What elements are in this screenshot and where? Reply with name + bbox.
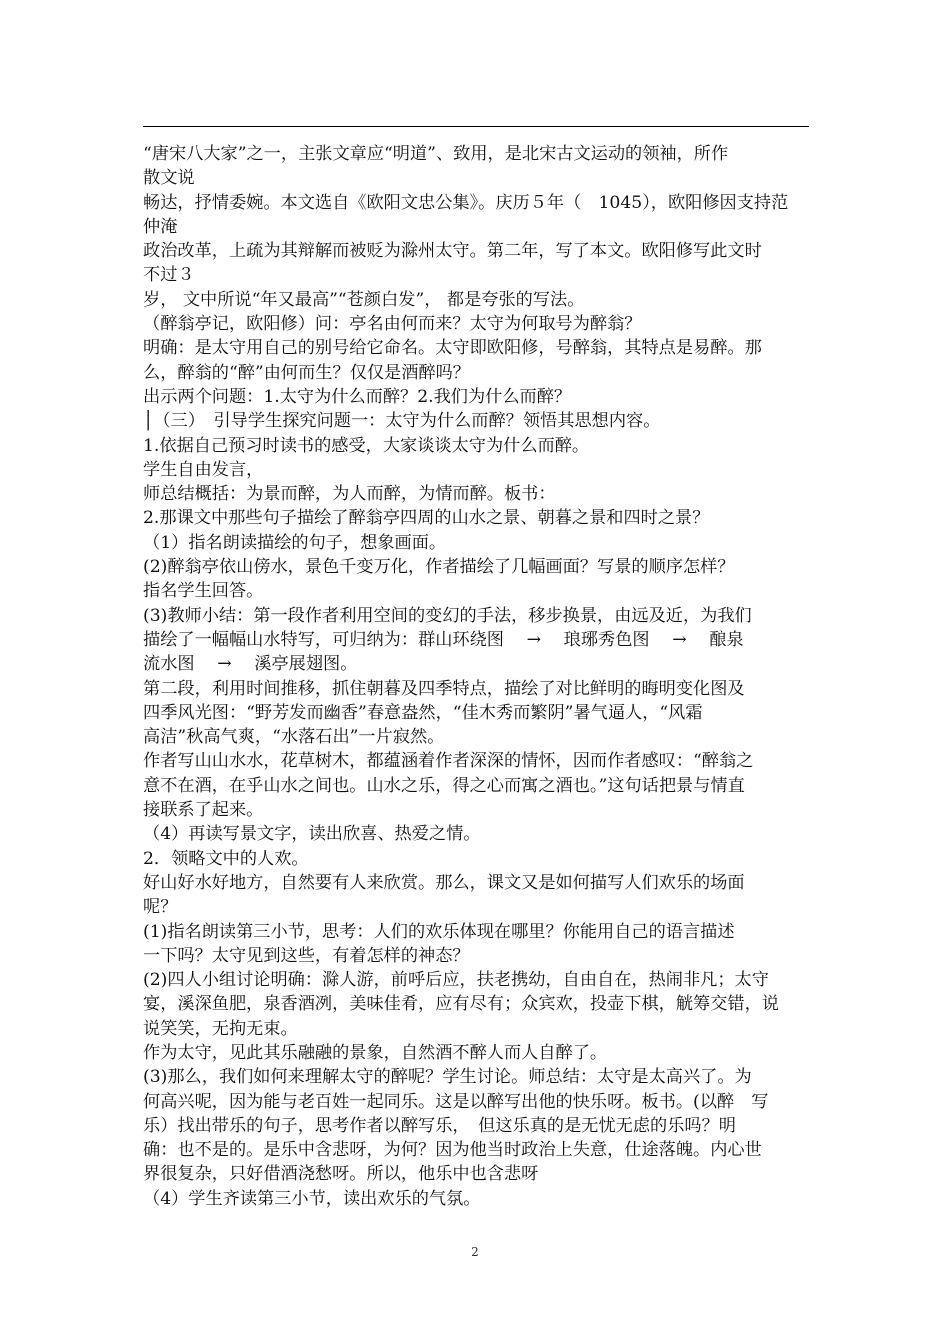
text-line: “唐宋八大家”之一，主张文章应“明道”、致用，是北宋古文运动的领袖，所作: [143, 144, 729, 164]
text-line: 第二段，利用时间推移，抓住朝暮及四季特点，描绘了对比鲜明的晦明变化图及: [143, 678, 745, 699]
text-line: （4）学生齐读第三小节，读出欢乐的气氛。: [143, 1188, 481, 1209]
text-line: (2)醉翁亭依山傍水，景色千变万化，作者描绘了几幅画面？写景的顺序怎样？: [143, 557, 735, 578]
text-line: (3)教师小结：第一段作者利用空间的变幻的手法，移步换景，由远及近，为我们: [143, 605, 752, 626]
text-line: （4）再读写景文字，读出欣喜、热爱之情。: [143, 824, 481, 845]
text-line: 2．领略文中的人欢。: [143, 848, 309, 869]
page-number: 2: [471, 1245, 479, 1259]
text-line: 出示两个问题：1.太守为什么而醉？2.我们为什么而醉？: [143, 386, 572, 407]
text-line: （醉翁亭记，欧阳修）问：亭名由何而来？太守为何取号为醉翁？: [143, 314, 642, 335]
text-line: 1.依据自己预习时读书的感受，大家谈谈太守为什么而醉。: [143, 435, 590, 456]
text-line: 界很复杂，只好借酒浇愁呀。所以，他乐中也含悲呀: [143, 1164, 539, 1185]
text-line: 师总结概括：为景而醉，为人而醉，为情而醉。板书：: [143, 484, 556, 505]
text-line: 描绘了一幅幅山水特写，可归纳为：群山环绕图 → 琅琊秀色图 → 酿泉: [143, 629, 744, 650]
text-line: (1)指名朗读第三小节，思考：人们的欢乐体现在哪里？你能用自己的语言描述: [143, 921, 735, 942]
text-line: 接联系了起来。: [143, 800, 264, 821]
text-line: 宴，溪深鱼肥，泉香酒冽，美味佳肴，应有尽有；众宾欢，投壶下棋，觥筹交错，说: [143, 994, 779, 1015]
text-line: 流水图 → 溪亭展翅图。: [143, 654, 358, 675]
text-line: 作者写山山水水，花草树木，都蕴涵着作者深深的情怀，因而作者感叹：“醉翁之: [143, 751, 754, 772]
header-rule: [143, 126, 809, 127]
text-line: 明确：是太守用自己的别号给它命名。太守即欧阳修，号醉翁，其特点是易醉。那: [143, 338, 762, 359]
text-line: 意不在酒，在乎山水之间也。山水之乐，得之心而寓之酒也。”这句话把景与情直: [143, 775, 745, 796]
text-line: 呢？: [143, 897, 178, 918]
text-line: 不过３: [143, 265, 195, 286]
text-line: 么，醉翁的“醉”由何而生？仅仅是酒醉吗？: [143, 362, 470, 383]
text-line: 仲淹: [143, 216, 178, 237]
text-line: 好山好水好地方，自然要有人来欣赏。那么，课文又是如何描写人们欢乐的场面: [143, 872, 745, 893]
text-line: 畅达，抒情委婉。本文选自《欧阳文忠公集》。庆历５年（ 1045），欧阳修因支持范: [143, 192, 789, 213]
text-line: │（三） 引导学生探究问题一：太守为什么而醉？领悟其思想内容。: [143, 411, 661, 432]
text-line: 作为太守，见此其乐融融的景象，自然酒不醉人而人自醉了。: [143, 1042, 608, 1063]
text-line: (3)那么，我们如何来理解太守的醉呢？学生讨论。师总结：太守是太高兴了。为: [143, 1067, 752, 1088]
text-line: (2)四人小组讨论明确：滁人游，前呼后应，扶老携幼，自由自在，热闹非凡；太守: [143, 970, 769, 991]
text-line: 确：也不是的。是乐中含悲呀，为何？因为他当时政治上失意，仕途落魄。内心世: [143, 1140, 762, 1161]
text-line: 2.那课文中那些句子描绘了醉翁亭四周的山水之景、朝暮之景和四时之景？: [143, 508, 710, 529]
text-line: 一下吗？太守见到这些，有着怎样的神态？: [143, 945, 470, 966]
text-line: 何高兴呢，因为能与老百姓一起同乐。这是以醉写出他的快乐呀。板书。(以醉 写: [143, 1091, 769, 1112]
text-line: 高洁”秋高气爽，“水落石出”一片寂然。: [143, 727, 445, 748]
text-line: 四季风光图：“野芳发而幽香”春意盎然，“佳木秀而繁阴”暑气逼人，“风霜: [143, 702, 703, 723]
text-line: 乐）找出带乐的句子，思考作者以醉写乐， 但这乐真的是无忧无虑的乐吗？明: [143, 1115, 736, 1136]
text-line: 说笑笑，无拘无束。: [143, 1018, 298, 1039]
text-line: 散文说: [143, 168, 195, 189]
text-line: （1）指名朗读描绘的句子，想象画面。: [143, 532, 447, 553]
text-line: 岁， 文中所说“年又最高”“苍颜白发”， 都是夸张的写法。: [143, 289, 585, 310]
text-line: 学生自由发言，: [143, 459, 264, 480]
text-line: 政治改革，上疏为其辩解而被贬为滁州太守。第二年，写了本文。欧阳修写此文时: [143, 241, 762, 262]
text-line: 指名学生回答。: [143, 581, 264, 602]
document-body: [143, 142, 809, 1211]
